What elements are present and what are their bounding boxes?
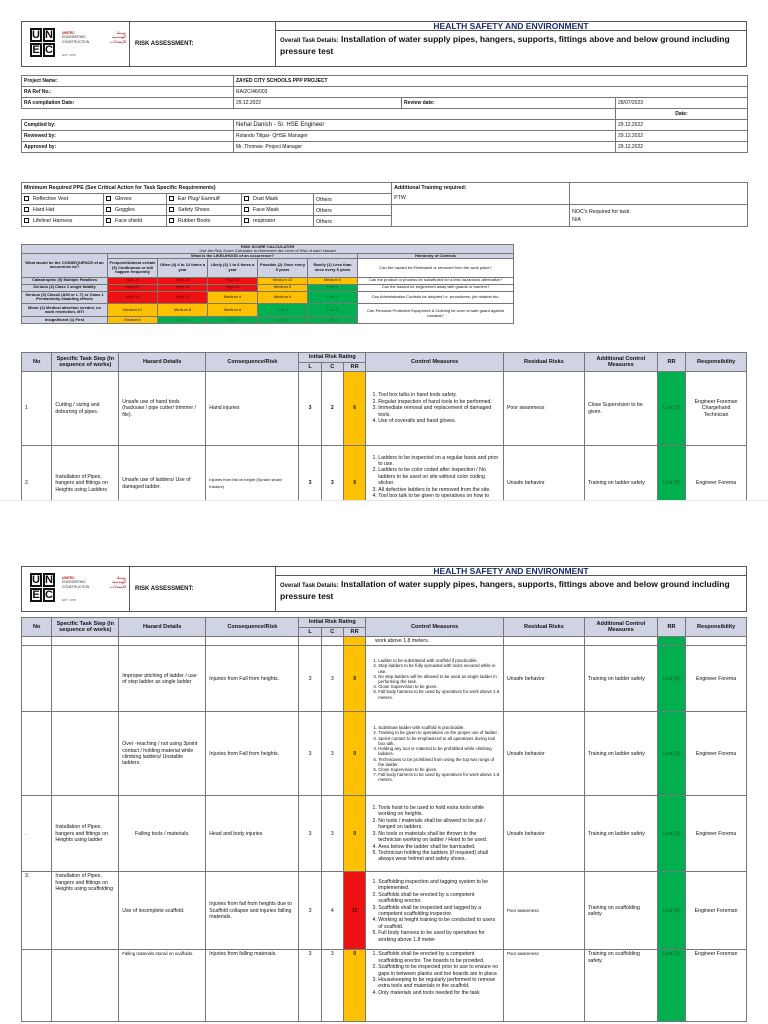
ppe-item: Goggles [104, 205, 167, 216]
row-no [22, 712, 52, 796]
ppe-item: Dust Mask [242, 194, 314, 205]
row-residual-rating: Low (3) [657, 446, 685, 522]
table-row [22, 646, 747, 712]
risk-score-calculator [21, 244, 514, 324]
control-measure-item: 1. Scaffolds shall be erected by a competent scaffolding erector. Toe boards to be provided. [378, 951, 500, 964]
control-measure-item: 1. Ladders to be inspected on a regular basis and prior to use. [378, 455, 500, 468]
row-residual: Unsafe behavior [503, 646, 584, 712]
row-residual: Poor awareness [503, 872, 584, 950]
consequence-row: Serious (4) Class 1 single fatality [22, 284, 108, 291]
row-controls [366, 372, 504, 446]
training-label: Additional Training required: [392, 183, 570, 194]
control-measure-item: 4. Use of coveralls and hand gloves. [378, 418, 500, 424]
row-additional: Training on ladder safety [584, 796, 657, 872]
control-measure-item: 2. No tools / materials shall be allowed to be put / hanged on ladders. [378, 818, 500, 831]
row-additional: Training on ladder safety [584, 446, 657, 522]
row-additional: Training on scaffolding safety. [584, 950, 657, 1022]
col-rr2: RR [657, 618, 685, 637]
row-no: 1 [22, 372, 52, 446]
row-consequence: Injuries from fall from heights due to Scaffold collapse and injuries falling materials. [206, 872, 299, 950]
row-consequence-score: 3 [321, 646, 343, 712]
consequence-row: Insignificant (1) First [22, 316, 108, 323]
checkbox-icon [244, 207, 249, 212]
ppe-table [21, 182, 748, 227]
table-row [22, 872, 747, 950]
checkbox-icon [244, 218, 249, 223]
control-measure-item: 5. Technicians to be prohibited from using the top two rungs of the ladder. [378, 757, 500, 767]
control-measure-item: 2. Scaffolding to be inspected prior to use to ensure no gaps in between planks and toe boards are in place. [378, 964, 500, 977]
row-controls [366, 950, 504, 1022]
unec-logo-mark: U N E C [30, 28, 58, 60]
row-hazard: Over -reaching / not using 3point contact / holding material while climbing ladders/ Unstable ladders. [119, 712, 206, 796]
ppe-item: Safety Shoes [167, 205, 242, 216]
control-measure-item: 7. Fall body harness to be used by operatives for work above 1.8 meters. [378, 772, 500, 782]
review-date-label: Review date: [402, 98, 616, 109]
row-likelihood: 3 [299, 796, 321, 872]
control-measure-item: 3. Immediate removal and replacement of damaged tools. [378, 405, 500, 418]
approved-by-label: Approved by: [22, 142, 234, 153]
row-consequence: Injuries from Fall from heights. [206, 646, 299, 712]
task-details: Overall Task Details: Installation of water supply pipes, hangers, supports, fittings above and below ground including pressure test [280, 579, 730, 601]
row-risk-rating: 9 [343, 712, 365, 796]
col-step: Specific Task Step (In sequence of works) [52, 353, 119, 372]
col-no: No [22, 618, 52, 637]
hierarchy-head: Hierarchy of Controls [358, 253, 514, 259]
risk-table-page-2 [21, 617, 747, 1022]
row-residual-rating: Low (2) [657, 372, 685, 446]
col-c: C [321, 362, 343, 372]
compiled-by-value: Nehal Danish - Sr. HSE Engineer [234, 120, 616, 131]
row-consequence-score: 3 [321, 950, 343, 1022]
risk-cell: Medium5 [108, 316, 158, 323]
company-name-en: UNITEC ENGINEERING CONSTRUCTION [62, 31, 90, 44]
risk-cell: Low 3 [308, 291, 358, 304]
hierarchy-item: Can the hazard be engineered away with guards or barriers? [358, 284, 514, 291]
row-controls [366, 646, 504, 712]
ppe-item: Face shield [104, 216, 167, 227]
ra-ref-value: RA/2C/46/003 [234, 87, 748, 98]
ra-ref-label: RA Ref No.: [22, 87, 234, 98]
row-consequence: Hand injuries [206, 372, 299, 446]
row-likelihood: 3 [299, 712, 321, 796]
col-rr: RR [343, 627, 365, 637]
training-value: PTW [392, 194, 570, 205]
calc-title: RISK SCORE CALCULATOR Use the Risk Score Calculator to Determine the Level of Risk of each Hazard [22, 245, 514, 254]
row-likelihood: 3 [299, 372, 321, 446]
row-hazard: Falling tools / materials. [119, 796, 206, 872]
ppe-item: Lifeline/ Harness [22, 216, 104, 227]
task-details: Overall Task Details: Installation of water supply pipes, hangers, supports, fittings above and below ground including pressure test [280, 34, 730, 56]
ppe-item: Hard Hat [22, 205, 104, 216]
control-measure-item: 2. Step ladders to be fully spreaded with locks secured while in use. [378, 663, 500, 673]
table-row [22, 637, 747, 646]
row-consequence: Injuries from fall on height (Sprain/ strain/ fracture) [206, 446, 299, 522]
control-measure-item: 5. Technician holding the ladders (if required) shall always wear helmet and safety shoes. [378, 850, 500, 863]
ppe-title: Minimum Required PPE (See Critical Action for Task Specific Requirements) [22, 183, 392, 194]
row-risk-rating: 9 [343, 796, 365, 872]
row-consequence: Injuries from Fall from heights. [206, 712, 299, 796]
risk-cell: High 12 [158, 291, 208, 304]
row-consequence-score: 4 [321, 872, 343, 950]
risk-cell: Medium 5 [308, 277, 358, 284]
risk-assessment-label: RISK ASSESSMENT: [130, 567, 276, 611]
row-likelihood: 3 [299, 446, 321, 522]
row-residual: Poor awareness [503, 950, 584, 1022]
ppe-others: Others [314, 216, 392, 227]
control-measure-item: 1. Substitute ladder with scaffold is practicable. [378, 725, 500, 730]
col-responsibility: Responsibility [686, 353, 747, 372]
col-consequence: Consequence/Risk [206, 618, 299, 637]
risk-cell: High 20 [158, 277, 208, 284]
unec-logo-mark: U N E C [30, 573, 58, 605]
row-controls [366, 796, 504, 872]
control-measure-item: 2. Scaffolds shall be erected by a competent scaffolding erector. [378, 892, 500, 905]
col-initial-rating: Initial Risk Rating [299, 618, 366, 628]
likelihood-col: Rarely (1) Less than once every 5 years [308, 259, 358, 277]
risk-cell: Medium 10 [258, 277, 308, 284]
risk-cell: Medium10 [108, 304, 158, 317]
col-l: L [299, 362, 321, 372]
col-hazard: Hazard Details [119, 353, 206, 372]
likelihood-col: Frequent/Almost certain (5) Continuous or will happen frequently [108, 259, 158, 277]
risk-cell: Low 2 [308, 304, 358, 317]
table-row [22, 950, 747, 1022]
risk-table-page-1 [21, 352, 747, 522]
ppe-others: Others [314, 194, 392, 205]
checkbox-icon [106, 196, 111, 201]
row-controls-continued: work above 1.8 meters. [366, 637, 504, 646]
control-measure-item: 5. Full body harness to be used by operatives for working above 1.8 meter [378, 930, 500, 943]
risk-cell: High 15 [108, 291, 158, 304]
review-date-value: 28/07/2023 [616, 98, 748, 109]
document-header [21, 566, 747, 612]
control-measure-item: 4. Working at height training to be conducted to users of scaffold. [378, 917, 500, 930]
control-measure-item: 3. 3point contact to be emphasized to all operatives during tool box talk. [378, 736, 500, 746]
established-year: EST. 1978 [62, 598, 76, 602]
control-measure-item: 6. Close Supervision to be given. [378, 767, 500, 772]
risk-cell: High 25 [108, 277, 158, 284]
company-name-ar: يونيتك الهندسية للإنشاءات [109, 575, 126, 589]
risk-cell: Low 3 [208, 316, 258, 323]
risk-cell: High 15 [208, 277, 258, 284]
row-hazard: Improper pitching of ladder / use of step ladder as single ladder [119, 646, 206, 712]
consequence-row: Serious (3) Class2 (A90 or L.T) or Class 1 Permanently disabling effects [22, 291, 108, 304]
row-no [22, 646, 52, 712]
consequence-row: Catastrophic (5) Multiple Fatalities [22, 277, 108, 284]
row-likelihood: 3 [299, 950, 321, 1022]
control-measure-item: 3. Housekeeping to be regularly performed to remove extra tools and materials in the scaffold. [378, 977, 500, 990]
row-controls [366, 712, 504, 796]
ppe-item: respirator [242, 216, 314, 227]
row-no: . [22, 796, 52, 872]
noc-value: N/A [570, 216, 748, 227]
checkbox-icon [244, 196, 249, 201]
risk-cell: High 20 [108, 284, 158, 291]
project-name-label: Project Name: [22, 76, 234, 87]
col-initial-rating: Initial Risk Rating [299, 353, 366, 363]
row-step [52, 712, 119, 796]
row-responsibility: Engineer Forema [686, 796, 747, 872]
risk-assessment-label: RISK ASSESSMENT: [130, 22, 276, 66]
row-responsibility: Engineer Forema [686, 712, 747, 796]
row-residual: Poor awareness [503, 372, 584, 446]
control-measure-item: 4. Area below the ladder shall be barricaded. [378, 844, 500, 850]
control-measure-item: 1. Tool box talks in hand tools safety. [378, 392, 500, 398]
established-year: EST. 1978 [62, 53, 76, 57]
col-rr2: RR [657, 353, 685, 372]
row-residual-rating: Low (3) [657, 646, 685, 712]
risk-cell: Low 2 [258, 316, 308, 323]
header-title: HEALTH SAFETY AND ENVIRONMENT [276, 567, 746, 576]
risk-cell: Medium 6 [258, 291, 308, 304]
risk-cell: Medium 8 [258, 284, 308, 291]
checkbox-icon [24, 196, 29, 201]
hierarchy-item: Can the product or process be substituted for a less hazardous alternative? [358, 277, 514, 284]
row-step [52, 950, 119, 1022]
compiled-by-label: Compiled by: [22, 120, 234, 131]
row-risk-rating: 6 [343, 372, 365, 446]
control-measure-item: 2. Ladders to be color coded after inspection / No ladders to be used on site without color coding sticker. [378, 467, 500, 486]
control-measure-item: 4. Only materials and tools needed for the task [378, 990, 500, 996]
approved-by-value: Mr. Thomas- Project Manager [234, 142, 616, 153]
checkbox-icon [24, 207, 29, 212]
row-residual-rating: Low (4) [657, 872, 685, 950]
row-controls [366, 872, 504, 950]
row-risk-rating: 9 [343, 950, 365, 1022]
control-measure-item: 1. Tools hoist to be used to hold extra tools while working on heights. [378, 805, 500, 818]
reviewed-date: 29.12.2022 [616, 131, 748, 142]
row-likelihood: 3 [299, 646, 321, 712]
sheet-page-2 [0, 500, 768, 1024]
checkbox-icon [169, 218, 174, 223]
table-row [22, 712, 747, 796]
row-consequence-score: 3 [321, 796, 343, 872]
row-additional: Training on scaffolding safety. [584, 872, 657, 950]
table-row [22, 372, 747, 446]
row-consequence: Injuries from falling materials. [206, 950, 299, 1022]
table-row [22, 796, 747, 872]
sheet-page-1 [0, 0, 768, 500]
likelihood-col: Likely (3) 1 to 6 times a year [208, 259, 258, 277]
checkbox-icon [106, 207, 111, 212]
control-measure-item: 4. Holding any tool or material to be prohibited while climbing ladders. [378, 746, 500, 756]
row-risk-rating: 12 [343, 872, 365, 950]
col-residual: Residual Risks [503, 353, 584, 372]
col-no: No [22, 353, 52, 372]
row-step: Installation of Pipes, hangers and fittings on Heights using Ladders [52, 446, 119, 522]
ppe-others: Others [314, 205, 392, 216]
control-measure-item: 4. Close Supervision to be given. [378, 684, 500, 689]
consequence-row: Minor (2) Medical attention needed, no work restriction, MTI [22, 304, 108, 317]
control-measure-item: 4. Tool box talk to be given to operatives on how to [378, 493, 500, 506]
col-rr: RR [343, 362, 365, 372]
row-residual-rating: Low (3) [657, 712, 685, 796]
col-step: Specific Task Step (In sequence of works) [52, 618, 119, 637]
hierarchy-item: Can Personal Protective Equipment & Clothing be worn to safe guard against hazards? [358, 304, 514, 324]
company-name-ar: يونيتك الهندسية للإنشاءات [109, 30, 126, 44]
row-responsibility: Engineer Forema [686, 646, 747, 712]
col-additional: Additional Control Measures [584, 618, 657, 637]
ppe-item: Gloves [104, 194, 167, 205]
control-measure-item: 3. No step ladders will be allowed to be used as single ladder in performing the task. [378, 674, 500, 684]
row-hazard: Unsafe use of ladders/ Use of damaged ladder. [119, 446, 206, 522]
control-measure-item: 1. Ladder to be substituted with scaffold if practicable. [378, 658, 500, 663]
row-consequence-score: 2 [321, 372, 343, 446]
risk-cell: Medium 8 [158, 304, 208, 317]
row-hazard: Use of incomplete scaffold. [119, 872, 206, 950]
control-measure-item: 3. All defective ladders to be removed from the site. [378, 487, 500, 493]
company-name-en: UNITEC ENGINEERING CONSTRUCTION [62, 576, 90, 589]
col-hazard: Hazard Details [119, 618, 206, 637]
likelihood-col: Possible (2) Once every 5 years [258, 259, 308, 277]
row-step: Installation of Pipes, hangers and fittings on Heights using ladder [52, 796, 119, 872]
row-risk-rating: 9 [343, 646, 365, 712]
row-no [22, 950, 52, 1022]
row-no: 3. [22, 872, 52, 950]
row-responsibility: Engineer Foreman [686, 950, 747, 1022]
row-hazard: Unsafe use of hand tools (hacksaw / pipe cutter/ trimmer / file). [119, 372, 206, 446]
row-hazard: Falling materials stored on scaffolds. [119, 950, 206, 1022]
risk-cell: Low 1 [308, 316, 358, 323]
control-measure-item: 5. Fall body harness to be used by operatives for work above 1.8 meters. [378, 689, 500, 699]
risk-cell: Medium 6 [208, 304, 258, 317]
row-step: Cutting / sizing and deburring of pipes. [52, 372, 119, 446]
consequence-head: What would be the CONSEQUENCE of an occurrence be? [22, 253, 108, 277]
risk-cell: Low 4 [258, 304, 308, 317]
risk-cell: High 16 [158, 284, 208, 291]
row-responsibility: Engineer Foreman Chargehand Technician [686, 372, 747, 446]
row-consequence-score: 3 [321, 446, 343, 522]
ppe-item: Reflective Vest [22, 194, 104, 205]
checkbox-icon [24, 218, 29, 223]
row-residual: Unsafe behavior [503, 446, 584, 522]
control-measure-item: 2. Regular inspection of hand tools to be performed. [378, 399, 500, 405]
row-risk-rating: 9 [343, 446, 365, 522]
row-consequence-score: 3 [321, 712, 343, 796]
row-residual: Unsafe behavior [503, 712, 584, 796]
checkbox-icon [169, 207, 174, 212]
reviewed-by-value: Rolando Tiligar- QHSE Manager [234, 131, 616, 142]
control-measure-item: 3. No tools or materials shall be thrown to the technician working on ladder / Hoist to be used. [378, 831, 500, 844]
checkbox-icon [106, 218, 111, 223]
row-step [52, 646, 119, 712]
compilation-date-label: RA compilation Date: [22, 98, 234, 109]
row-step: Installation of Pipes, hangers and fittings on Heights using scaffolding [52, 872, 119, 950]
row-residual-rating: Low (3) [657, 950, 685, 1022]
project-name-value: ZAYED CITY SCHOOLS PPP PROJECT [234, 76, 748, 87]
row-residual: Unsafe behavior [503, 796, 584, 872]
col-responsibility: Responsibility [686, 618, 747, 637]
row-residual-rating: Low (3) [657, 796, 685, 872]
likelihood-head: What is the LIKELIHOOD of an occurrence? [108, 253, 358, 259]
company-logo [22, 22, 130, 66]
date-column-label: Date: [616, 109, 748, 120]
row-no: 2. [22, 446, 52, 522]
row-responsibility: Engineer Forema [686, 446, 747, 522]
hierarchy-item: Can the hazard be Eliminated or removed from the work place? [358, 259, 514, 277]
col-control: Control Measures [366, 618, 504, 637]
row-consequence: Head and body injuries [206, 796, 299, 872]
control-measure-item: 2. Training to be given to operatives on the proper use of ladder. [378, 730, 500, 735]
col-l: L [299, 627, 321, 637]
hierarchy-item: Can Administration Controls be adopted i.e. procedures, job rotation etc. [358, 291, 514, 304]
project-info-table [21, 75, 748, 153]
reviewed-by-label: Reviewed by: [22, 131, 234, 142]
row-additional: Training on ladder safety [584, 646, 657, 712]
noc-label: NOC's Required for task: [570, 205, 748, 216]
company-logo [22, 567, 130, 611]
control-measure-item: 3. Scaffolds shall be inspected and tagged by a competent scaffolding inspector. [378, 905, 500, 918]
control-measure-item: 1. Scaffolding inspection and tagging system to be implemented. [378, 879, 500, 892]
row-additional: Training on ladder safety [584, 712, 657, 796]
ppe-item: Rubber Boots [167, 216, 242, 227]
risk-cell: Medium 9 [208, 291, 258, 304]
col-c: C [321, 627, 343, 637]
risk-cell: Low 4 [308, 284, 358, 291]
compiled-date: 29.12.2022 [616, 120, 748, 131]
approved-date: 29.12.2022 [616, 142, 748, 153]
row-likelihood: 3 [299, 872, 321, 950]
col-residual: Residual Risks [503, 618, 584, 637]
row-responsibility: Engineer Foreman [686, 872, 747, 950]
risk-cell: High 12 [208, 284, 258, 291]
risk-cell: Low 4 [158, 316, 208, 323]
col-consequence: Consequence/Risk [206, 353, 299, 372]
header-title: HEALTH SAFETY AND ENVIRONMENT [276, 22, 746, 31]
ppe-item: Ear Plug/ Earmuff [167, 194, 242, 205]
ppe-item: Face Mask [242, 205, 314, 216]
row-additional: Close Supervision to be given. [584, 372, 657, 446]
col-control: Control Measures [366, 353, 504, 372]
document-header [21, 21, 747, 67]
checkbox-icon [169, 196, 174, 201]
likelihood-col: Often (4) 6 to 12 times a year [158, 259, 208, 277]
col-additional: Additional Control Measures [584, 353, 657, 372]
compilation-date-value: 29.12.2022 [234, 98, 402, 109]
